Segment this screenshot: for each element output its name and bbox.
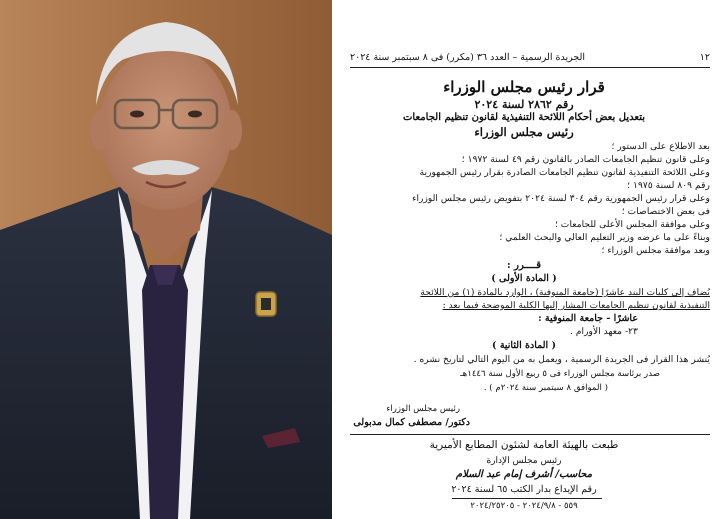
official-portrait-photo: [0, 0, 332, 519]
signer-title: رئيس مجلس الوزراء: [386, 404, 460, 414]
printer-line: طبعت بالهيئة العامة لشئون المطابع الأميرية: [429, 439, 619, 451]
decree-title: قرار رئيس مجلس الوزراء: [443, 78, 605, 96]
gazette-document-page: [338, 0, 720, 519]
gazette-line: الجريدة الرسمية – العدد ٣٦ (مكرر) فى ٨ سبتمبر سنة ٢٠٢٤: [350, 52, 586, 63]
printer-rule: [350, 434, 710, 435]
corresponding-date: ( الموافق ٨ سبتمبر سنة ٢٠٢٤م ) .: [483, 383, 608, 393]
decides-heading: قــــرر :: [506, 260, 542, 271]
decree-number: رقم ٢٨٦٢ لسنة ٢٠٢٤: [474, 98, 574, 111]
preamble-line: وعلى قرار رئيس الجمهورية رقم ٣٠٤ لسنة ٢٠٢٤ بتفويض رئيس مجلس الوزراء: [412, 193, 710, 204]
page-number: ١٢: [699, 52, 710, 63]
issued-line: صدر برئاسة مجلس الوزراء فى ٥ ربيع الأول سنة ١٤٤٦هـ: [460, 369, 660, 379]
board-title: رئيس مجلس الإدارة: [486, 456, 562, 466]
preamble-line: وعلى موافقة المجلس الأعلى للجامعات ؛: [554, 219, 710, 230]
decree-subject: بتعديل بعض أحكام اللائحة التنفيذية لقانون تنظيم الجامعات: [403, 112, 645, 123]
institute-item: ٢٣- معهد الأورام .: [570, 326, 638, 337]
preamble-line: وبناءً على ما عرضه وزير التعليم العالي والبحث العلمي ؛: [499, 232, 710, 243]
preamble-line: وعلى اللائحة التنفيذية لقانون تنظيم الجامعات الصادرة بقرار رئيس الجمهورية: [419, 167, 710, 178]
preamble-line: فى بعض الاختصاصات ؛: [621, 206, 710, 217]
article-2-line: يُنشر هذا القرار فى الجريدة الرسمية ، ويعمل به من اليوم التالي لتاريخ نشره .: [413, 354, 710, 365]
signer-name: دكتور/ مصطفى كمال مدبولى: [353, 417, 470, 428]
preamble-line: وبعد موافقة مجلس الوزراء ؛: [601, 245, 710, 256]
chairman-name: محاسب/ أشرف إمام عبد السلام: [455, 469, 593, 480]
article-1-line: التنفيذية لقانون تنظيم الجامعات المشار إليها الكلية الموضحة فيما بعد :: [442, 300, 710, 311]
printing-code: ٥٥٩ - ٢٠٢٤/٩/٨ - ٢٠٢٤/٢٥٢٠٥: [470, 501, 578, 511]
university-heading: عاشرًا - جامعة المنوفية :: [538, 313, 638, 324]
deposit-number: رقم الإيداع بدار الكتب ٦٥ لسنة ٢٠٢٤: [451, 484, 597, 495]
portrait-illustration: [0, 0, 332, 519]
article-2-title: ( المادة الثانية ): [492, 340, 556, 351]
gazette-running-header: [350, 52, 710, 63]
issuer-heading: رئيس مجلس الوزراء: [474, 125, 574, 139]
code-rule: [452, 498, 602, 499]
header-rule: [350, 67, 710, 68]
preamble-line: بعد الاطلاع على الدستور ؛: [611, 141, 710, 152]
preamble-line: رقم ٨٠٩ لسنة ١٩٧٥ ؛: [627, 180, 710, 191]
article-1-line: يُضاف إلى كليات البند عاشرًا (جامعة المنوفية) ، الوارد بالمادة (١) من اللائحة: [420, 287, 710, 298]
article-1-title: ( المادة الأولى ): [491, 273, 557, 284]
preamble-line: وعلى قانون تنظيم الجامعات الصادر بالقانون رقم ٤٩ لسنة ١٩٧٢ ؛: [461, 154, 710, 165]
